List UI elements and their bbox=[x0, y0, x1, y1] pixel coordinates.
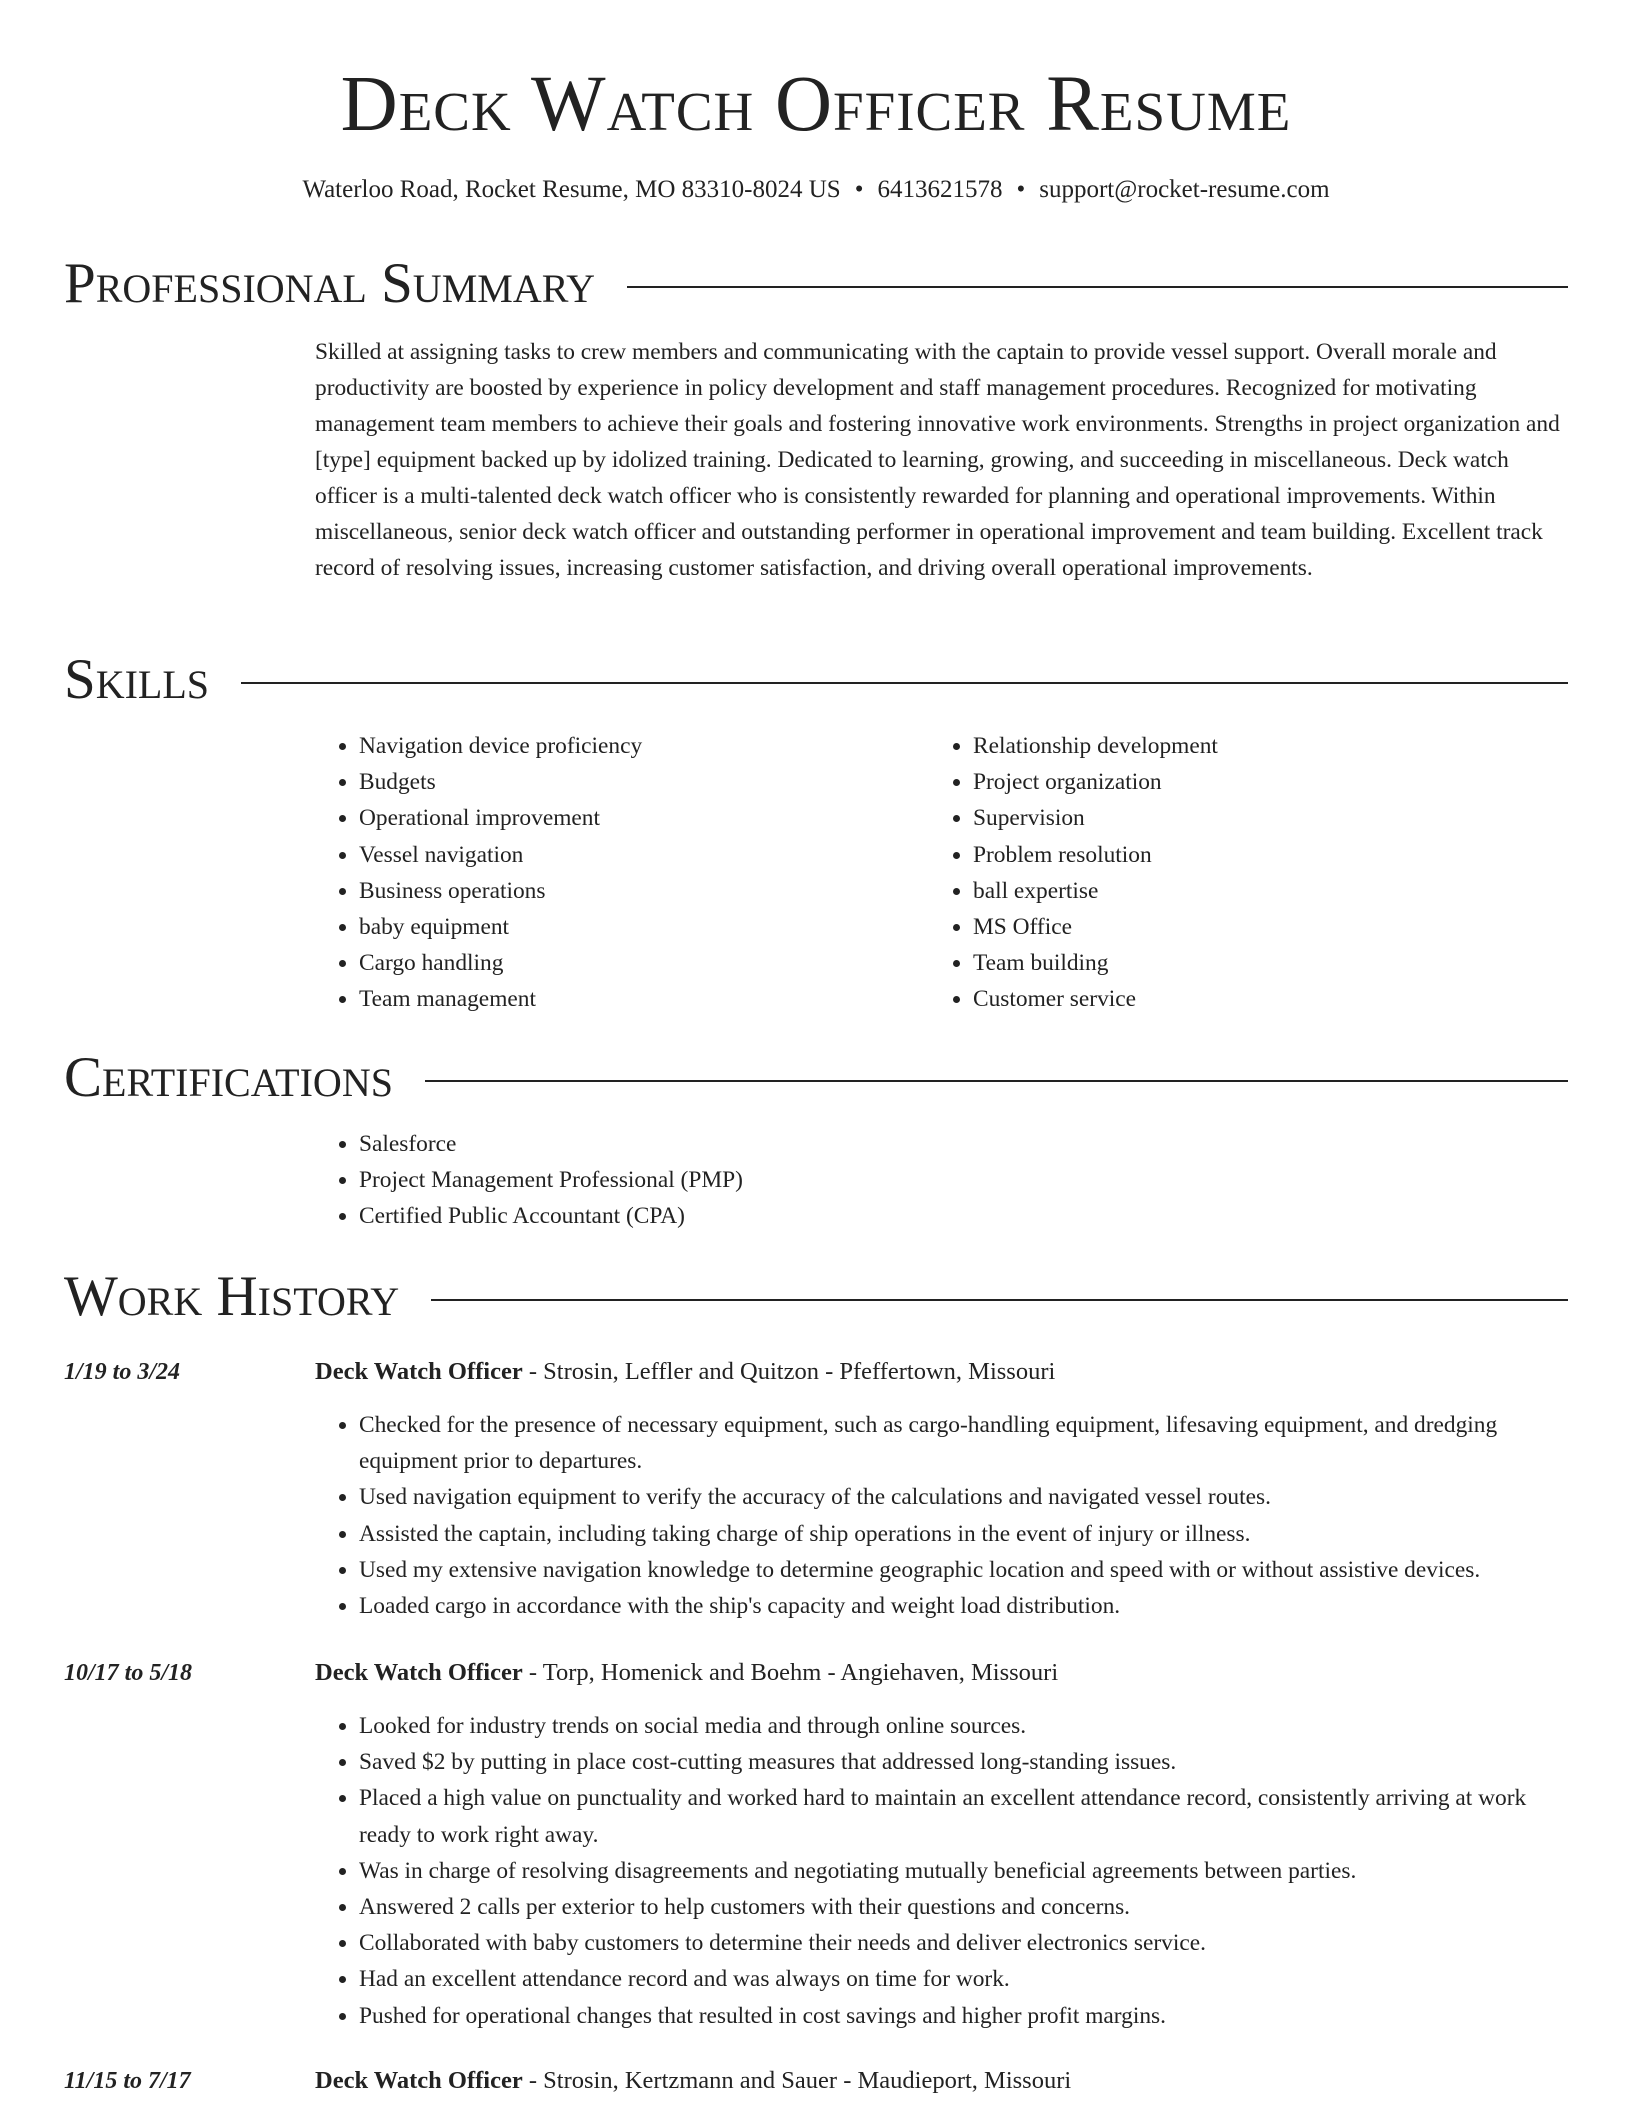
skill-item: • MS Office bbox=[973, 909, 1529, 945]
job-duties bbox=[315, 1407, 1568, 1624]
section-title: Work History bbox=[64, 1265, 400, 1328]
job-title: Deck Watch Officer bbox=[315, 1358, 523, 1385]
section-title: Certifications bbox=[64, 1046, 393, 1109]
section-divider bbox=[425, 1080, 1568, 1082]
summary-heading bbox=[64, 252, 1568, 316]
job-title: Deck Watch Officer bbox=[315, 2067, 523, 2094]
duties-list bbox=[315, 1407, 1568, 1624]
certification-item: • Project Management Professional (PMP) bbox=[359, 1162, 1565, 1198]
skill-item: • Vessel navigation bbox=[359, 837, 915, 873]
section-divider bbox=[627, 286, 1568, 288]
skill-item: • Supervision bbox=[973, 800, 1529, 836]
duty-item: • Collaborated with baby customers to determine their needs and deliver electronics service. bbox=[359, 1925, 1568, 1961]
skills-heading bbox=[64, 648, 1568, 712]
work-history-heading bbox=[64, 1265, 1568, 1329]
section-divider bbox=[431, 1299, 1568, 1301]
contact-line bbox=[64, 173, 1568, 207]
skill-item: • Team building bbox=[973, 945, 1529, 981]
job-heading bbox=[315, 2064, 1568, 2098]
skill-item: • Cargo handling bbox=[359, 945, 915, 981]
duty-item: • Answered 2 calls per exterior to help customers with their questions and concerns. bbox=[359, 1889, 1568, 1925]
phone: 6413621578 bbox=[877, 176, 1003, 203]
job-title: Deck Watch Officer bbox=[315, 1659, 523, 1686]
summary-text: Skilled at assigning tasks to crew members and communicating with the captain to provide vessel support. Overall morale and productivity are boosted by experience in policy development and staff management procedures. Recognized for motivating management team members to achieve their goals and fostering innovative work environments. Strengths in project organization and [type] equipment backed up by idolized training. Dedicated to learning, growing, and succeeding in miscellaneous. Deck watch officer is a multi-talented deck watch officer who is consistently rewarded for planning and operational improvements. Within miscellaneous, senior deck watch officer and outstanding performer in operational improvement and team building. Excellent track record of resolving issues, increasing customer satisfaction, and driving overall operational improvements. bbox=[315, 339, 1560, 581]
job-dates: 10/17 to 5/18 bbox=[64, 1660, 193, 1686]
certifications-block bbox=[315, 1126, 1565, 1235]
duty-item: • Assisted the captain, including taking charge of ship operations in the event of injury or illness. bbox=[359, 1516, 1568, 1552]
job-heading bbox=[315, 1656, 1568, 1690]
skill-item: • ball expertise bbox=[973, 873, 1529, 909]
job-dates: 11/15 to 7/17 bbox=[64, 2068, 191, 2094]
certification-item: • Certified Public Accountant (CPA) bbox=[359, 1198, 1565, 1234]
duty-item: • Used navigation equipment to verify the accuracy of the calculations and navigated vessel routes. bbox=[359, 1479, 1568, 1515]
separator: • bbox=[1016, 176, 1026, 203]
skill-item: • Relationship development bbox=[973, 728, 1529, 764]
certification-item: • Salesforce bbox=[359, 1126, 1565, 1162]
duty-item: • Saved $2 by putting in place cost-cutting measures that addressed long-standing issues. bbox=[359, 1744, 1568, 1780]
skill-item: • baby equipment bbox=[359, 909, 915, 945]
address: Waterloo Road, Rocket Resume, MO 83310-8024 US bbox=[302, 176, 841, 203]
job-company-location: - Torp, Homenick and Boehm - Angiehaven, Missouri bbox=[522, 1659, 1059, 1686]
skill-item: • Operational improvement bbox=[359, 800, 915, 836]
job-company-location: - Strosin, Kertzmann and Sauer - Maudieport, Missouri bbox=[522, 2067, 1072, 2094]
skill-item: • Problem resolution bbox=[973, 837, 1529, 873]
duty-item: • Had an excellent attendance record and was always on time for work. bbox=[359, 1961, 1568, 1997]
section-title: Professional Summary bbox=[64, 252, 596, 315]
section-divider bbox=[241, 682, 1568, 684]
section-title: Skills bbox=[64, 648, 210, 711]
skill-item: • Project organization bbox=[973, 764, 1529, 800]
duty-item: • Placed a high value on punctuality and worked hard to maintain an excellent attendance record, consistently arriving at work ready to work right away. bbox=[359, 1780, 1568, 1852]
skills-left-column bbox=[315, 728, 915, 1018]
separator: • bbox=[854, 176, 864, 203]
job-heading bbox=[315, 1355, 1568, 1389]
duty-item: • Loaded cargo in accordance with the ship's capacity and weight load distribution. bbox=[359, 1588, 1568, 1624]
job-dates: 1/19 to 3/24 bbox=[64, 1359, 181, 1385]
duty-item: • Was in charge of resolving disagreements and negotiating mutually beneficial agreements between parties. bbox=[359, 1853, 1568, 1889]
certifications-heading bbox=[64, 1046, 1568, 1110]
duty-item: • Checked for the presence of necessary equipment, such as cargo-handling equipment, lifesaving equipment, and dredging equipment prior to departures. bbox=[359, 1407, 1568, 1479]
certifications-list bbox=[315, 1126, 1565, 1235]
skills-list bbox=[929, 728, 1529, 1018]
skill-item: • Team management bbox=[359, 981, 915, 1017]
skill-item: • Business operations bbox=[359, 873, 915, 909]
resume-title: Deck Watch Officer Resume bbox=[340, 61, 1292, 148]
duty-item: • Pushed for operational changes that resulted in cost savings and higher profit margins. bbox=[359, 1998, 1568, 2034]
skills-list bbox=[315, 728, 915, 1018]
skill-item: • Budgets bbox=[359, 764, 915, 800]
skills-right-column bbox=[929, 728, 1529, 1018]
skill-item: • Customer service bbox=[973, 981, 1529, 1017]
duties-list bbox=[315, 1708, 1568, 2034]
job-duties bbox=[315, 1708, 1568, 2034]
duty-item: • Used my extensive navigation knowledge to determine geographic location and speed with or without assistive devices. bbox=[359, 1552, 1568, 1588]
skill-item: • Navigation device proficiency bbox=[359, 728, 915, 764]
duty-item: • Looked for industry trends on social media and through online sources. bbox=[359, 1708, 1568, 1744]
job-company-location: - Strosin, Leffler and Quitzon - Pfeffertown, Missouri bbox=[522, 1358, 1056, 1385]
email: support@rocket-resume.com bbox=[1039, 176, 1330, 203]
